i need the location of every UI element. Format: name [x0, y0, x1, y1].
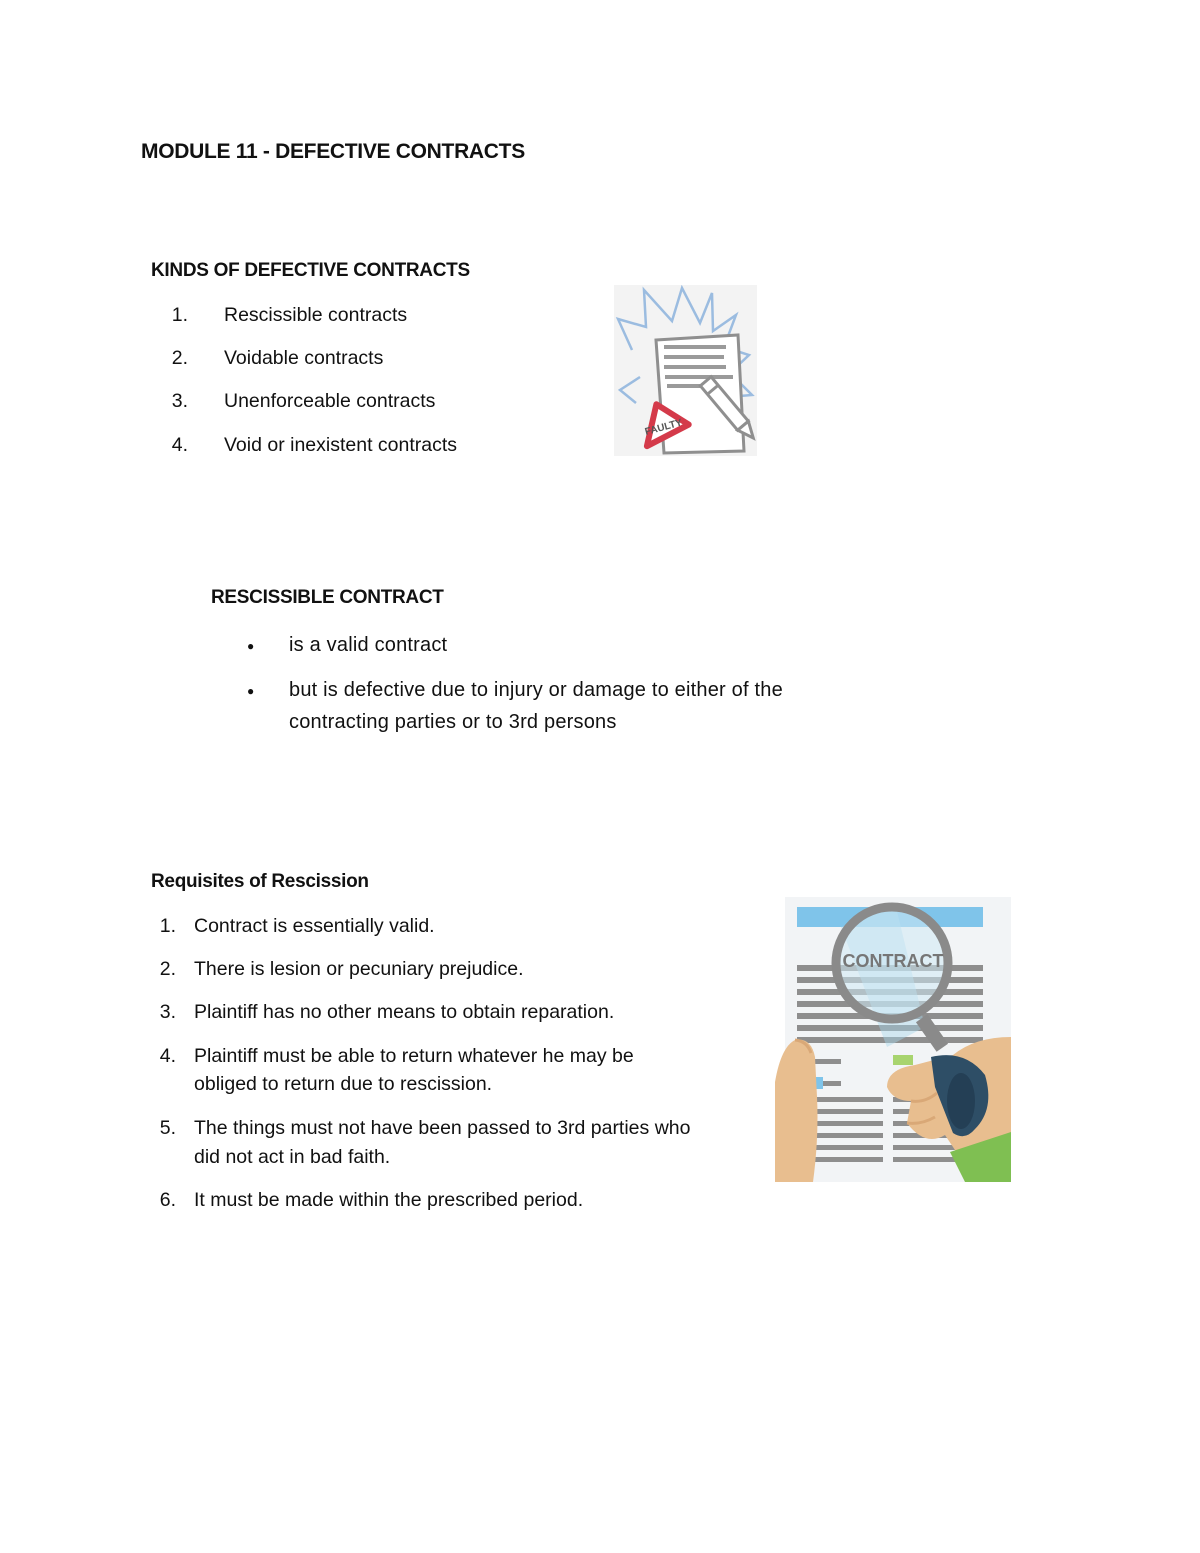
list-number: 2.	[171, 347, 188, 369]
list-item	[160, 301, 560, 329]
contract-magnifier-illustration	[775, 897, 1011, 1182]
list-text-line1: Plaintiff must be able to return whatever he may be	[194, 1045, 634, 1067]
faulty-contract-illustration	[614, 285, 757, 456]
list-number: 3.	[171, 390, 188, 412]
list-text: Unenforceable contracts	[224, 390, 436, 412]
list-text-line1: The things must not have been passed to 3rd parties who	[194, 1117, 691, 1139]
list-number: 2.	[159, 958, 176, 980]
bullet-text: is a valid contract	[289, 634, 448, 656]
list-number: 3.	[159, 1001, 176, 1023]
contract-label: CONTRACT	[842, 951, 944, 971]
list-text: It must be made within the prescribed period.	[194, 1189, 584, 1211]
list-item	[130, 955, 770, 983]
list-text: Voidable contracts	[224, 347, 384, 369]
list-item	[130, 912, 770, 940]
bullet-item	[247, 674, 947, 740]
bullet-text-line1: but is defective due to injury or damage to either of the	[289, 679, 783, 701]
list-item	[160, 431, 560, 459]
list-item	[130, 1186, 770, 1214]
list-item	[160, 387, 560, 415]
list-number: 1.	[171, 304, 188, 326]
list-number: 5.	[159, 1117, 176, 1139]
list-item	[130, 1114, 770, 1170]
list-item	[130, 1042, 770, 1098]
list-text: Rescissible contracts	[224, 304, 408, 326]
list-item	[160, 344, 560, 372]
bullet-text-line2: contracting parties or to 3rd persons	[289, 711, 617, 733]
requisites-heading: Requisites of Rescission	[151, 871, 369, 892]
kinds-heading: KINDS OF DEFECTIVE CONTRACTS	[151, 260, 470, 281]
list-text: Contract is essentially valid.	[194, 915, 435, 937]
rescissible-heading: RESCISSIBLE CONTRACT	[211, 587, 444, 608]
bullet-item	[247, 629, 947, 662]
list-number: 4.	[159, 1045, 176, 1067]
list-number: 1.	[159, 915, 176, 937]
list-text: Void or inexistent contracts	[224, 434, 458, 456]
list-text-line2: obliged to return due to rescission.	[194, 1073, 493, 1095]
page-title: MODULE 11 - DEFECTIVE CONTRACTS	[141, 140, 525, 163]
bullet-dot: ●	[247, 639, 255, 653]
list-text: Plaintiff has no other means to obtain reparation.	[194, 1001, 615, 1023]
list-number: 6.	[159, 1189, 176, 1211]
faulty-stamp-label: FAULTY	[643, 417, 684, 438]
list-item	[130, 998, 770, 1026]
bullet-dot: ●	[247, 684, 255, 698]
list-number: 4.	[171, 434, 188, 456]
list-text-line2: did not act in bad faith.	[194, 1146, 391, 1168]
list-text: There is lesion or pecuniary prejudice.	[194, 958, 524, 980]
